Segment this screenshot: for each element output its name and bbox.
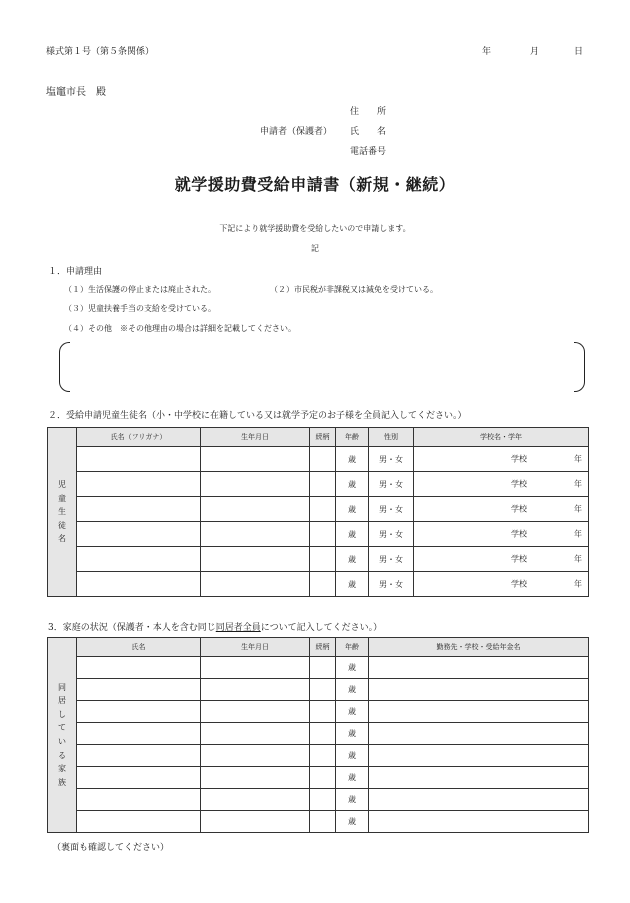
applicant-address-label: 住 所 (350, 107, 387, 117)
col-header-name: 氏名 (77, 638, 201, 657)
work-cell[interactable] (369, 745, 589, 767)
birth-cell[interactable] (201, 701, 310, 723)
relation-cell[interactable] (310, 789, 336, 811)
birth-cell[interactable] (201, 572, 310, 597)
name-cell[interactable] (77, 547, 201, 572)
table-row (48, 472, 589, 497)
relation-cell[interactable] (310, 472, 336, 497)
sex-cell[interactable]: 男・女 (369, 572, 414, 597)
work-cell[interactable] (369, 789, 589, 811)
addressee: 塩竈市長 殿 (46, 87, 106, 98)
table-row (48, 811, 589, 833)
relation-cell[interactable] (310, 497, 336, 522)
ki-label: 記 (311, 244, 319, 253)
sex-cell[interactable]: 男・女 (369, 472, 414, 497)
table-row (48, 679, 589, 701)
relation-cell[interactable] (310, 679, 336, 701)
col-header-relation: 続柄 (310, 428, 336, 447)
table-row (48, 767, 589, 789)
col-header-birth: 生年月日 (201, 638, 310, 657)
age-cell[interactable]: 歳 (336, 723, 369, 745)
work-cell[interactable] (369, 679, 589, 701)
left-bracket (59, 342, 70, 392)
name-cell[interactable] (77, 701, 201, 723)
work-cell[interactable] (369, 767, 589, 789)
age-cell[interactable]: 歳 (336, 811, 369, 833)
relation-cell[interactable] (310, 745, 336, 767)
birth-cell[interactable] (201, 811, 310, 833)
age-cell[interactable]: 歳 (336, 447, 369, 472)
birth-cell[interactable] (201, 789, 310, 811)
name-cell[interactable] (77, 572, 201, 597)
name-cell[interactable] (77, 522, 201, 547)
relation-cell[interactable] (310, 657, 336, 679)
reason-2: （２）市民税が非課税又は減免を受けている。 (270, 285, 438, 294)
name-cell[interactable] (77, 657, 201, 679)
date-year-label: 年 (482, 47, 492, 57)
section3-heading-emphasis: 同居者全員 (215, 623, 261, 633)
table-row (48, 497, 589, 522)
school-cell[interactable]: 学校 年 (414, 547, 589, 572)
age-cell[interactable]: 歳 (336, 472, 369, 497)
table-row (48, 547, 589, 572)
name-cell[interactable] (77, 745, 201, 767)
name-cell[interactable] (77, 447, 201, 472)
form-number: 様式第１号（第５条関係） (46, 47, 155, 57)
col-header-age: 年齢 (336, 638, 369, 657)
work-cell[interactable] (369, 723, 589, 745)
col-header-relation: 続柄 (310, 638, 336, 657)
birth-cell[interactable] (201, 657, 310, 679)
birth-cell[interactable] (201, 679, 310, 701)
age-cell[interactable]: 歳 (336, 767, 369, 789)
relation-cell[interactable] (310, 723, 336, 745)
section2-heading: ２．受給申請児童生徒名（小・中学校に在籍している又は就学予定のお子様を全員記入してください。） (48, 411, 467, 421)
table-row (48, 572, 589, 597)
age-cell[interactable]: 歳 (336, 522, 369, 547)
birth-cell[interactable] (201, 472, 310, 497)
page-title: 就学援助費受給申請書（新規・継続） (174, 175, 456, 194)
age-cell[interactable]: 歳 (336, 745, 369, 767)
name-cell[interactable] (77, 767, 201, 789)
name-cell[interactable] (77, 723, 201, 745)
age-cell[interactable]: 歳 (336, 789, 369, 811)
age-cell[interactable]: 歳 (336, 701, 369, 723)
table-row (48, 522, 589, 547)
intro-text: 下記により就学援助費を受給したいので申請します。 (219, 224, 411, 233)
work-cell[interactable] (369, 657, 589, 679)
name-cell[interactable] (77, 497, 201, 522)
table-row (48, 789, 589, 811)
birth-cell[interactable] (201, 767, 310, 789)
applicant-phone-label: 電話番号 (350, 147, 387, 157)
name-cell[interactable] (77, 811, 201, 833)
sex-cell[interactable]: 男・女 (369, 547, 414, 572)
applicant-role-label: 申請者（保護者） (260, 127, 333, 137)
name-cell[interactable] (77, 679, 201, 701)
relation-cell[interactable] (310, 767, 336, 789)
school-cell[interactable]: 学校 年 (414, 522, 589, 547)
age-cell[interactable]: 歳 (336, 497, 369, 522)
sex-cell[interactable]: 男・女 (369, 447, 414, 472)
name-cell[interactable] (77, 789, 201, 811)
col-header-age: 年齢 (336, 428, 369, 447)
reason-4: （４）その他 ※その他理由の場合は詳細を記載してください。 (64, 324, 296, 333)
age-cell[interactable]: 歳 (336, 657, 369, 679)
relation-cell[interactable] (310, 811, 336, 833)
col-header-school: 学校名・学年 (414, 428, 589, 447)
section3-heading: 3．家庭の状況（保護者・本人を含む同じ同居者全員について記入してください。） (48, 623, 383, 633)
name-cell[interactable] (77, 472, 201, 497)
birth-cell[interactable] (201, 522, 310, 547)
table-row (48, 657, 589, 679)
col-header-work: 勤務先・学校・受給年金名 (369, 638, 589, 657)
age-cell[interactable]: 歳 (336, 547, 369, 572)
household-side-label: 同 居 し て い る 家 族 (48, 638, 77, 833)
date-month-label: 月 (530, 47, 540, 57)
birth-cell[interactable] (201, 447, 310, 472)
sex-cell[interactable]: 男・女 (369, 522, 414, 547)
footer-note: （裏面も確認してください） (52, 843, 170, 853)
birth-cell[interactable] (201, 547, 310, 572)
children-side-label: 児 童 生 徒 名 (48, 428, 77, 597)
col-header-sex: 性別 (369, 428, 414, 447)
col-header-birth: 生年月日 (201, 428, 310, 447)
work-cell[interactable] (369, 811, 589, 833)
relation-cell[interactable] (310, 572, 336, 597)
section1-heading: １．申請理由 (48, 267, 103, 277)
relation-cell[interactable] (310, 701, 336, 723)
col-header-name: 氏名（フリガナ） (77, 428, 201, 447)
table-row (48, 745, 589, 767)
household-table (47, 637, 589, 833)
date-day-label: 日 (574, 47, 584, 57)
work-cell[interactable] (369, 701, 589, 723)
other-reason-input[interactable] (59, 342, 585, 390)
relation-cell[interactable] (310, 547, 336, 572)
birth-cell[interactable] (201, 497, 310, 522)
sex-cell[interactable]: 男・女 (369, 497, 414, 522)
table-row (48, 701, 589, 723)
applicant-name-label: 氏 名 (350, 127, 387, 137)
relation-cell[interactable] (310, 522, 336, 547)
table-row (48, 723, 589, 745)
reason-1: （１）生活保護の停止または廃止された。 (64, 285, 216, 294)
school-cell[interactable]: 学校 年 (414, 572, 589, 597)
table-row (48, 447, 589, 472)
relation-cell[interactable] (310, 447, 336, 472)
birth-cell[interactable] (201, 723, 310, 745)
reason-3: （３）児童扶養手当の支給を受けている。 (64, 304, 216, 313)
children-table (47, 427, 589, 597)
school-cell[interactable]: 学校 年 (414, 497, 589, 522)
school-cell[interactable]: 学校 年 (414, 472, 589, 497)
age-cell[interactable]: 歳 (336, 679, 369, 701)
right-bracket (574, 342, 585, 392)
birth-cell[interactable] (201, 745, 310, 767)
age-cell[interactable]: 歳 (336, 572, 369, 597)
school-cell[interactable]: 学校 年 (414, 447, 589, 472)
